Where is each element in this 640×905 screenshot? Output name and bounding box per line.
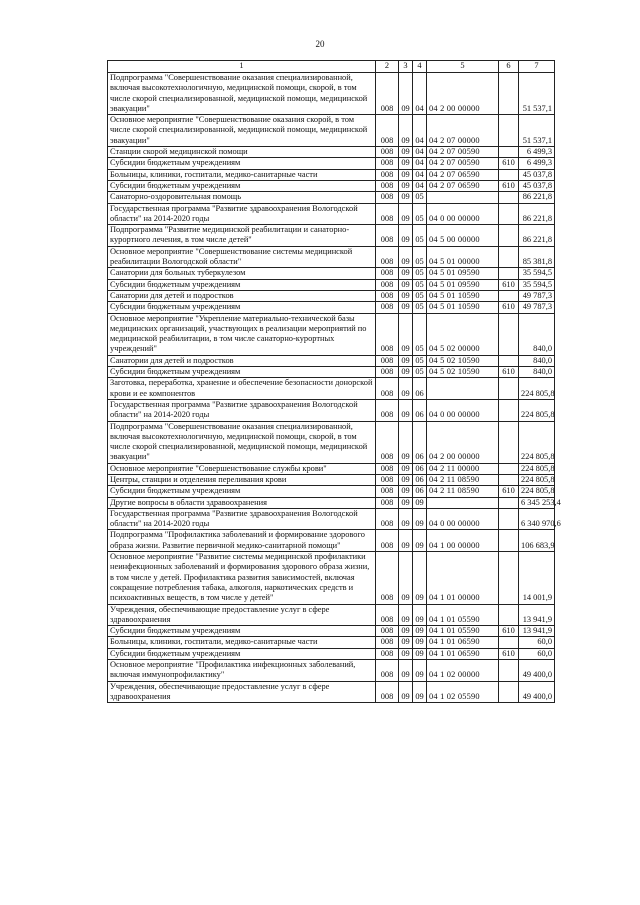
subsection-code: 06 (413, 474, 427, 485)
table-row (108, 421, 555, 463)
expense-type-code: 610 (499, 648, 519, 659)
subsection-code: 06 (413, 378, 427, 400)
row-name: Другие вопросы в области здравоохранения (108, 497, 376, 508)
target-article-code (427, 497, 499, 508)
row-name: Основное мероприятие "Совершенствование службы крови" (108, 463, 376, 474)
section-code: 09 (399, 313, 413, 355)
section-code: 09 (399, 626, 413, 637)
section-code: 09 (399, 367, 413, 378)
expense-type-code: 610 (499, 180, 519, 191)
table-row (108, 147, 555, 158)
row-name: Подпрограмма "Профилактика заболеваний и формирование здорового образа жизни. Развитие первичной медико-санитарной помощи" (108, 530, 376, 552)
section-code: 09 (399, 648, 413, 659)
amount: 86 221,8 (519, 192, 555, 203)
header-cell: 1 (108, 61, 376, 73)
row-name: Учреждения, обеспечивающие предоставление услуг в сфере здравоохранения (108, 604, 376, 626)
amount: 51 537,1 (519, 73, 555, 115)
subsection-code: 05 (413, 279, 427, 290)
target-article-code: 04 2 00 00000 (427, 73, 499, 115)
target-article-code: 04 5 00 00000 (427, 225, 499, 247)
expense-type-code (499, 399, 519, 421)
row-name: Субсидии бюджетным учреждениям (108, 158, 376, 169)
expense-type-code (499, 681, 519, 703)
target-article-code: 04 2 07 00590 (427, 158, 499, 169)
row-name: Основное мероприятие "Совершенствование оказания скорой, в том числе скорой специализированной, медицинской помощи, медицинской эвакуации" (108, 115, 376, 147)
table-row (108, 180, 555, 191)
row-name: Основное мероприятие "Укрепление материально-технической базы медицинских организаций, участвующих в реализации мероприятий по медицинской реабилитации, в том числе санаторно-курортных учреждений" (108, 313, 376, 355)
subsection-code: 09 (413, 604, 427, 626)
target-article-code (427, 378, 499, 400)
expense-type-code (499, 203, 519, 225)
target-article-code: 04 5 02 00000 (427, 313, 499, 355)
header-cell: 5 (427, 61, 499, 73)
section-code: 09 (399, 637, 413, 648)
subsection-code: 09 (413, 552, 427, 604)
row-name: Государственная программа "Развитие здравоохранения Вологодской области" на 2014-2020 годы (108, 203, 376, 225)
target-article-code: 04 2 07 06590 (427, 180, 499, 191)
section-code: 09 (399, 497, 413, 508)
section-code: 09 (399, 486, 413, 497)
subsection-code: 04 (413, 180, 427, 191)
page-number: 20 (315, 39, 325, 49)
admin-code: 008 (376, 355, 399, 366)
row-name: Больницы, клиники, госпитали, медико-санитарные части (108, 637, 376, 648)
table-row (108, 681, 555, 703)
row-name: Субсидии бюджетным учреждениям (108, 302, 376, 313)
target-article-code: 04 2 00 00000 (427, 421, 499, 463)
expense-type-code (499, 474, 519, 485)
row-name: Санатории для больных туберкулезом (108, 268, 376, 279)
header-cell: 3 (399, 61, 413, 73)
target-article-code: 04 1 01 06590 (427, 648, 499, 659)
row-name: Государственная программа "Развитие здравоохранения Вологодской области" на 2014-2020 годы (108, 399, 376, 421)
row-name: Субсидии бюджетным учреждениям (108, 279, 376, 290)
admin-code: 008 (376, 486, 399, 497)
amount: 6 340 970,6 (519, 508, 555, 530)
table-row (108, 463, 555, 474)
table-row (108, 637, 555, 648)
expense-type-code (499, 73, 519, 115)
admin-code: 008 (376, 463, 399, 474)
target-article-code: 04 2 11 00000 (427, 463, 499, 474)
subsection-code: 05 (413, 290, 427, 301)
admin-code: 008 (376, 637, 399, 648)
target-article-code: 04 2 07 06590 (427, 169, 499, 180)
target-article-code: 04 5 02 10590 (427, 355, 499, 366)
row-name: Основное мероприятие "Развитие системы медицинской профилактики неинфекционных заболеваний и формирования здорового образа жизни, в том числе у детей. Профилактика развития зависимостей, включая сокращение потребления табака, алкоголя, наркотических средств и психоактивных веществ, в том числе у детей" (108, 552, 376, 604)
expense-type-code (499, 530, 519, 552)
row-name: Государственная программа "Развитие здравоохранения Вологодской области" на 2014-2020 годы (108, 508, 376, 530)
admin-code: 008 (376, 115, 399, 147)
expense-type-code: 610 (499, 158, 519, 169)
admin-code: 008 (376, 246, 399, 268)
amount: 224 805,8 (519, 474, 555, 485)
section-code: 09 (399, 355, 413, 366)
admin-code: 008 (376, 313, 399, 355)
row-name: Станции скорой медицинской помощи (108, 147, 376, 158)
row-name: Субсидии бюджетным учреждениям (108, 180, 376, 191)
target-article-code: 04 2 11 08590 (427, 474, 499, 485)
admin-code: 008 (376, 421, 399, 463)
row-name: Субсидии бюджетным учреждениям (108, 626, 376, 637)
row-name: Подпрограмма "Развитие медицинской реабилитации и санаторно-курортного лечения, в том числе детей" (108, 225, 376, 247)
admin-code: 008 (376, 552, 399, 604)
amount: 6 345 253,4 (519, 497, 555, 508)
target-article-code: 04 2 11 08590 (427, 486, 499, 497)
subsection-code: 09 (413, 681, 427, 703)
section-code: 09 (399, 268, 413, 279)
table-row (108, 552, 555, 604)
admin-code: 008 (376, 180, 399, 191)
section-code: 09 (399, 302, 413, 313)
header-cell: 6 (499, 61, 519, 73)
amount: 840,0 (519, 367, 555, 378)
row-name: Центры, станции и отделения переливания крови (108, 474, 376, 485)
amount: 86 221,8 (519, 225, 555, 247)
table-row (108, 225, 555, 247)
amount: 49 400,0 (519, 660, 555, 682)
section-code: 09 (399, 192, 413, 203)
admin-code: 008 (376, 158, 399, 169)
admin-code: 008 (376, 626, 399, 637)
row-name: Учреждения, обеспечивающие предоставление услуг в сфере здравоохранения (108, 681, 376, 703)
table-row (108, 367, 555, 378)
subsection-code: 04 (413, 147, 427, 158)
table-row (108, 246, 555, 268)
target-article-code: 04 1 01 05590 (427, 626, 499, 637)
expense-type-code (499, 660, 519, 682)
subsection-code: 06 (413, 486, 427, 497)
section-code: 09 (399, 463, 413, 474)
amount: 224 805,8 (519, 421, 555, 463)
amount: 14 001,9 (519, 552, 555, 604)
section-code: 09 (399, 474, 413, 485)
admin-code: 008 (376, 367, 399, 378)
target-article-code (427, 192, 499, 203)
amount: 13 941,9 (519, 604, 555, 626)
admin-code: 008 (376, 399, 399, 421)
table-row (108, 660, 555, 682)
header-cell: 7 (519, 61, 555, 73)
section-code: 09 (399, 508, 413, 530)
section-code: 09 (399, 399, 413, 421)
section-code: 09 (399, 604, 413, 626)
subsection-code: 09 (413, 530, 427, 552)
target-article-code: 04 0 00 00000 (427, 203, 499, 225)
row-name: Заготовка, переработка, хранение и обеспечение безопасности донорской крови и ее компонентов (108, 378, 376, 400)
table-row (108, 279, 555, 290)
section-code: 09 (399, 279, 413, 290)
row-name: Больницы, клиники, госпитали, медико-санитарные части (108, 169, 376, 180)
section-code: 09 (399, 421, 413, 463)
table-row (108, 474, 555, 485)
expense-type-code (499, 378, 519, 400)
row-name: Основное мероприятие "Совершенствование системы медицинской реабилитации Вологодской области" (108, 246, 376, 268)
subsection-code: 09 (413, 648, 427, 659)
admin-code: 008 (376, 225, 399, 247)
amount: 224 805,8 (519, 463, 555, 474)
amount: 45 037,8 (519, 169, 555, 180)
amount: 49 400,0 (519, 681, 555, 703)
target-article-code: 04 1 01 06590 (427, 637, 499, 648)
admin-code: 008 (376, 302, 399, 313)
subsection-code: 05 (413, 268, 427, 279)
subsection-code: 09 (413, 508, 427, 530)
expense-type-code (499, 421, 519, 463)
row-name: Санатории для детей и подростков (108, 290, 376, 301)
expense-type-code (499, 637, 519, 648)
expense-type-code (499, 313, 519, 355)
subsection-code: 09 (413, 497, 427, 508)
section-code: 09 (399, 147, 413, 158)
row-name: Субсидии бюджетным учреждениям (108, 486, 376, 497)
row-name: Субсидии бюджетным учреждениям (108, 367, 376, 378)
table-row (108, 115, 555, 147)
table-row (108, 302, 555, 313)
admin-code: 008 (376, 279, 399, 290)
target-article-code: 04 5 01 10590 (427, 290, 499, 301)
target-article-code: 04 1 02 00000 (427, 660, 499, 682)
section-code: 09 (399, 660, 413, 682)
amount: 60,0 (519, 648, 555, 659)
amount: 49 787,3 (519, 302, 555, 313)
expense-type-code (499, 225, 519, 247)
section-code: 09 (399, 203, 413, 225)
amount: 6 499,3 (519, 158, 555, 169)
subsection-code: 09 (413, 626, 427, 637)
subsection-code: 05 (413, 355, 427, 366)
target-article-code: 04 1 00 00000 (427, 530, 499, 552)
expense-type-code (499, 246, 519, 268)
target-article-code: 04 5 02 10590 (427, 367, 499, 378)
expense-type-code: 610 (499, 302, 519, 313)
subsection-code: 04 (413, 169, 427, 180)
row-name: Санатории для детей и подростков (108, 355, 376, 366)
section-code: 09 (399, 115, 413, 147)
target-article-code: 04 0 00 00000 (427, 508, 499, 530)
amount: 224 805,8 (519, 486, 555, 497)
table-row (108, 399, 555, 421)
amount: 840,0 (519, 355, 555, 366)
subsection-code: 06 (413, 463, 427, 474)
amount: 45 037,8 (519, 180, 555, 191)
admin-code: 008 (376, 290, 399, 301)
expense-type-code (499, 147, 519, 158)
subsection-code: 05 (413, 367, 427, 378)
admin-code: 008 (376, 648, 399, 659)
section-code: 09 (399, 225, 413, 247)
expense-type-code: 610 (499, 367, 519, 378)
table-row (108, 268, 555, 279)
expense-type-code (499, 115, 519, 147)
admin-code: 008 (376, 169, 399, 180)
target-article-code: 04 1 01 05590 (427, 604, 499, 626)
expense-type-code: 610 (499, 626, 519, 637)
amount: 86 221,8 (519, 203, 555, 225)
subsection-code: 09 (413, 637, 427, 648)
header-cell: 2 (376, 61, 399, 73)
amount: 35 594,5 (519, 268, 555, 279)
expense-type-code (499, 290, 519, 301)
subsection-code: 05 (413, 225, 427, 247)
amount: 51 537,1 (519, 115, 555, 147)
table-row (108, 648, 555, 659)
target-article-code: 04 5 01 09590 (427, 279, 499, 290)
subsection-code: 06 (413, 421, 427, 463)
row-name: Подпрограмма "Совершенствование оказания специализированной, включая высокотехнологичную, медицинской помощи, скорой, в том числе скорой специализированной, медицинской помощи, медицинской эвакуации" (108, 421, 376, 463)
row-name: Санаторно-оздоровительная помощь (108, 192, 376, 203)
subsection-code: 05 (413, 246, 427, 268)
subsection-code: 04 (413, 158, 427, 169)
amount: 35 594,5 (519, 279, 555, 290)
table-header-row (108, 61, 555, 73)
row-name: Основное мероприятие "Профилактика инфекционных заболеваний, включая иммунопрофилактику" (108, 660, 376, 682)
table-row (108, 626, 555, 637)
section-code: 09 (399, 180, 413, 191)
admin-code: 008 (376, 268, 399, 279)
admin-code: 008 (376, 660, 399, 682)
amount: 85 381,8 (519, 246, 555, 268)
budget-table (107, 60, 561, 703)
section-code: 09 (399, 158, 413, 169)
section-code: 09 (399, 530, 413, 552)
target-article-code: 04 1 01 00000 (427, 552, 499, 604)
section-code: 09 (399, 290, 413, 301)
admin-code: 008 (376, 530, 399, 552)
table-row (108, 290, 555, 301)
expense-type-code (499, 552, 519, 604)
table-row (108, 169, 555, 180)
target-article-code: 04 0 00 00000 (427, 399, 499, 421)
section-code: 09 (399, 73, 413, 115)
section-code: 09 (399, 552, 413, 604)
target-article-code: 04 5 01 00000 (427, 246, 499, 268)
subsection-code: 04 (413, 115, 427, 147)
expense-type-code (499, 604, 519, 626)
table-row (108, 158, 555, 169)
table-row (108, 203, 555, 225)
expense-type-code (499, 463, 519, 474)
subsection-code: 05 (413, 302, 427, 313)
table-row (108, 73, 555, 115)
admin-code: 008 (376, 192, 399, 203)
table-row (108, 486, 555, 497)
target-article-code: 04 2 07 00590 (427, 147, 499, 158)
table-row (108, 508, 555, 530)
target-article-code: 04 1 02 05590 (427, 681, 499, 703)
admin-code: 008 (376, 203, 399, 225)
expense-type-code (499, 497, 519, 508)
table-row (108, 497, 555, 508)
expense-type-code (499, 169, 519, 180)
target-article-code: 04 5 01 09590 (427, 268, 499, 279)
subsection-code: 06 (413, 399, 427, 421)
target-article-code: 04 2 07 00000 (427, 115, 499, 147)
admin-code: 008 (376, 147, 399, 158)
amount: 106 683,9 (519, 530, 555, 552)
section-code: 09 (399, 378, 413, 400)
subsection-code: 04 (413, 73, 427, 115)
admin-code: 008 (376, 604, 399, 626)
amount: 60,0 (519, 637, 555, 648)
admin-code: 008 (376, 508, 399, 530)
expense-type-code: 610 (499, 279, 519, 290)
amount: 6 499,3 (519, 147, 555, 158)
table-row (108, 378, 555, 400)
expense-type-code (499, 508, 519, 530)
expense-type-code (499, 268, 519, 279)
admin-code: 008 (376, 378, 399, 400)
table-row (108, 192, 555, 203)
admin-code: 008 (376, 73, 399, 115)
amount: 840,0 (519, 313, 555, 355)
amount: 224 805,8 (519, 399, 555, 421)
subsection-code: 05 (413, 203, 427, 225)
table-row (108, 313, 555, 355)
target-article-code: 04 5 01 10590 (427, 302, 499, 313)
subsection-code: 09 (413, 660, 427, 682)
header-cell: 4 (413, 61, 427, 73)
section-code: 09 (399, 169, 413, 180)
expense-type-code: 610 (499, 486, 519, 497)
admin-code: 008 (376, 474, 399, 485)
amount: 13 941,9 (519, 626, 555, 637)
section-code: 09 (399, 246, 413, 268)
expense-type-code (499, 355, 519, 366)
admin-code: 008 (376, 681, 399, 703)
table-row (108, 355, 555, 366)
subsection-code: 05 (413, 313, 427, 355)
row-name: Субсидии бюджетным учреждениям (108, 648, 376, 659)
amount: 224 805,8 (519, 378, 555, 400)
table-row (108, 530, 555, 552)
amount: 49 787,3 (519, 290, 555, 301)
section-code: 09 (399, 681, 413, 703)
subsection-code: 05 (413, 192, 427, 203)
table-row (108, 604, 555, 626)
admin-code: 008 (376, 497, 399, 508)
expense-type-code (499, 192, 519, 203)
row-name: Подпрограмма "Совершенствование оказания специализированной, включая высокотехнологичную, медицинской помощи, скорой, в том числе скорой специализированной, медицинской помощи, медицинской эвакуации" (108, 73, 376, 115)
